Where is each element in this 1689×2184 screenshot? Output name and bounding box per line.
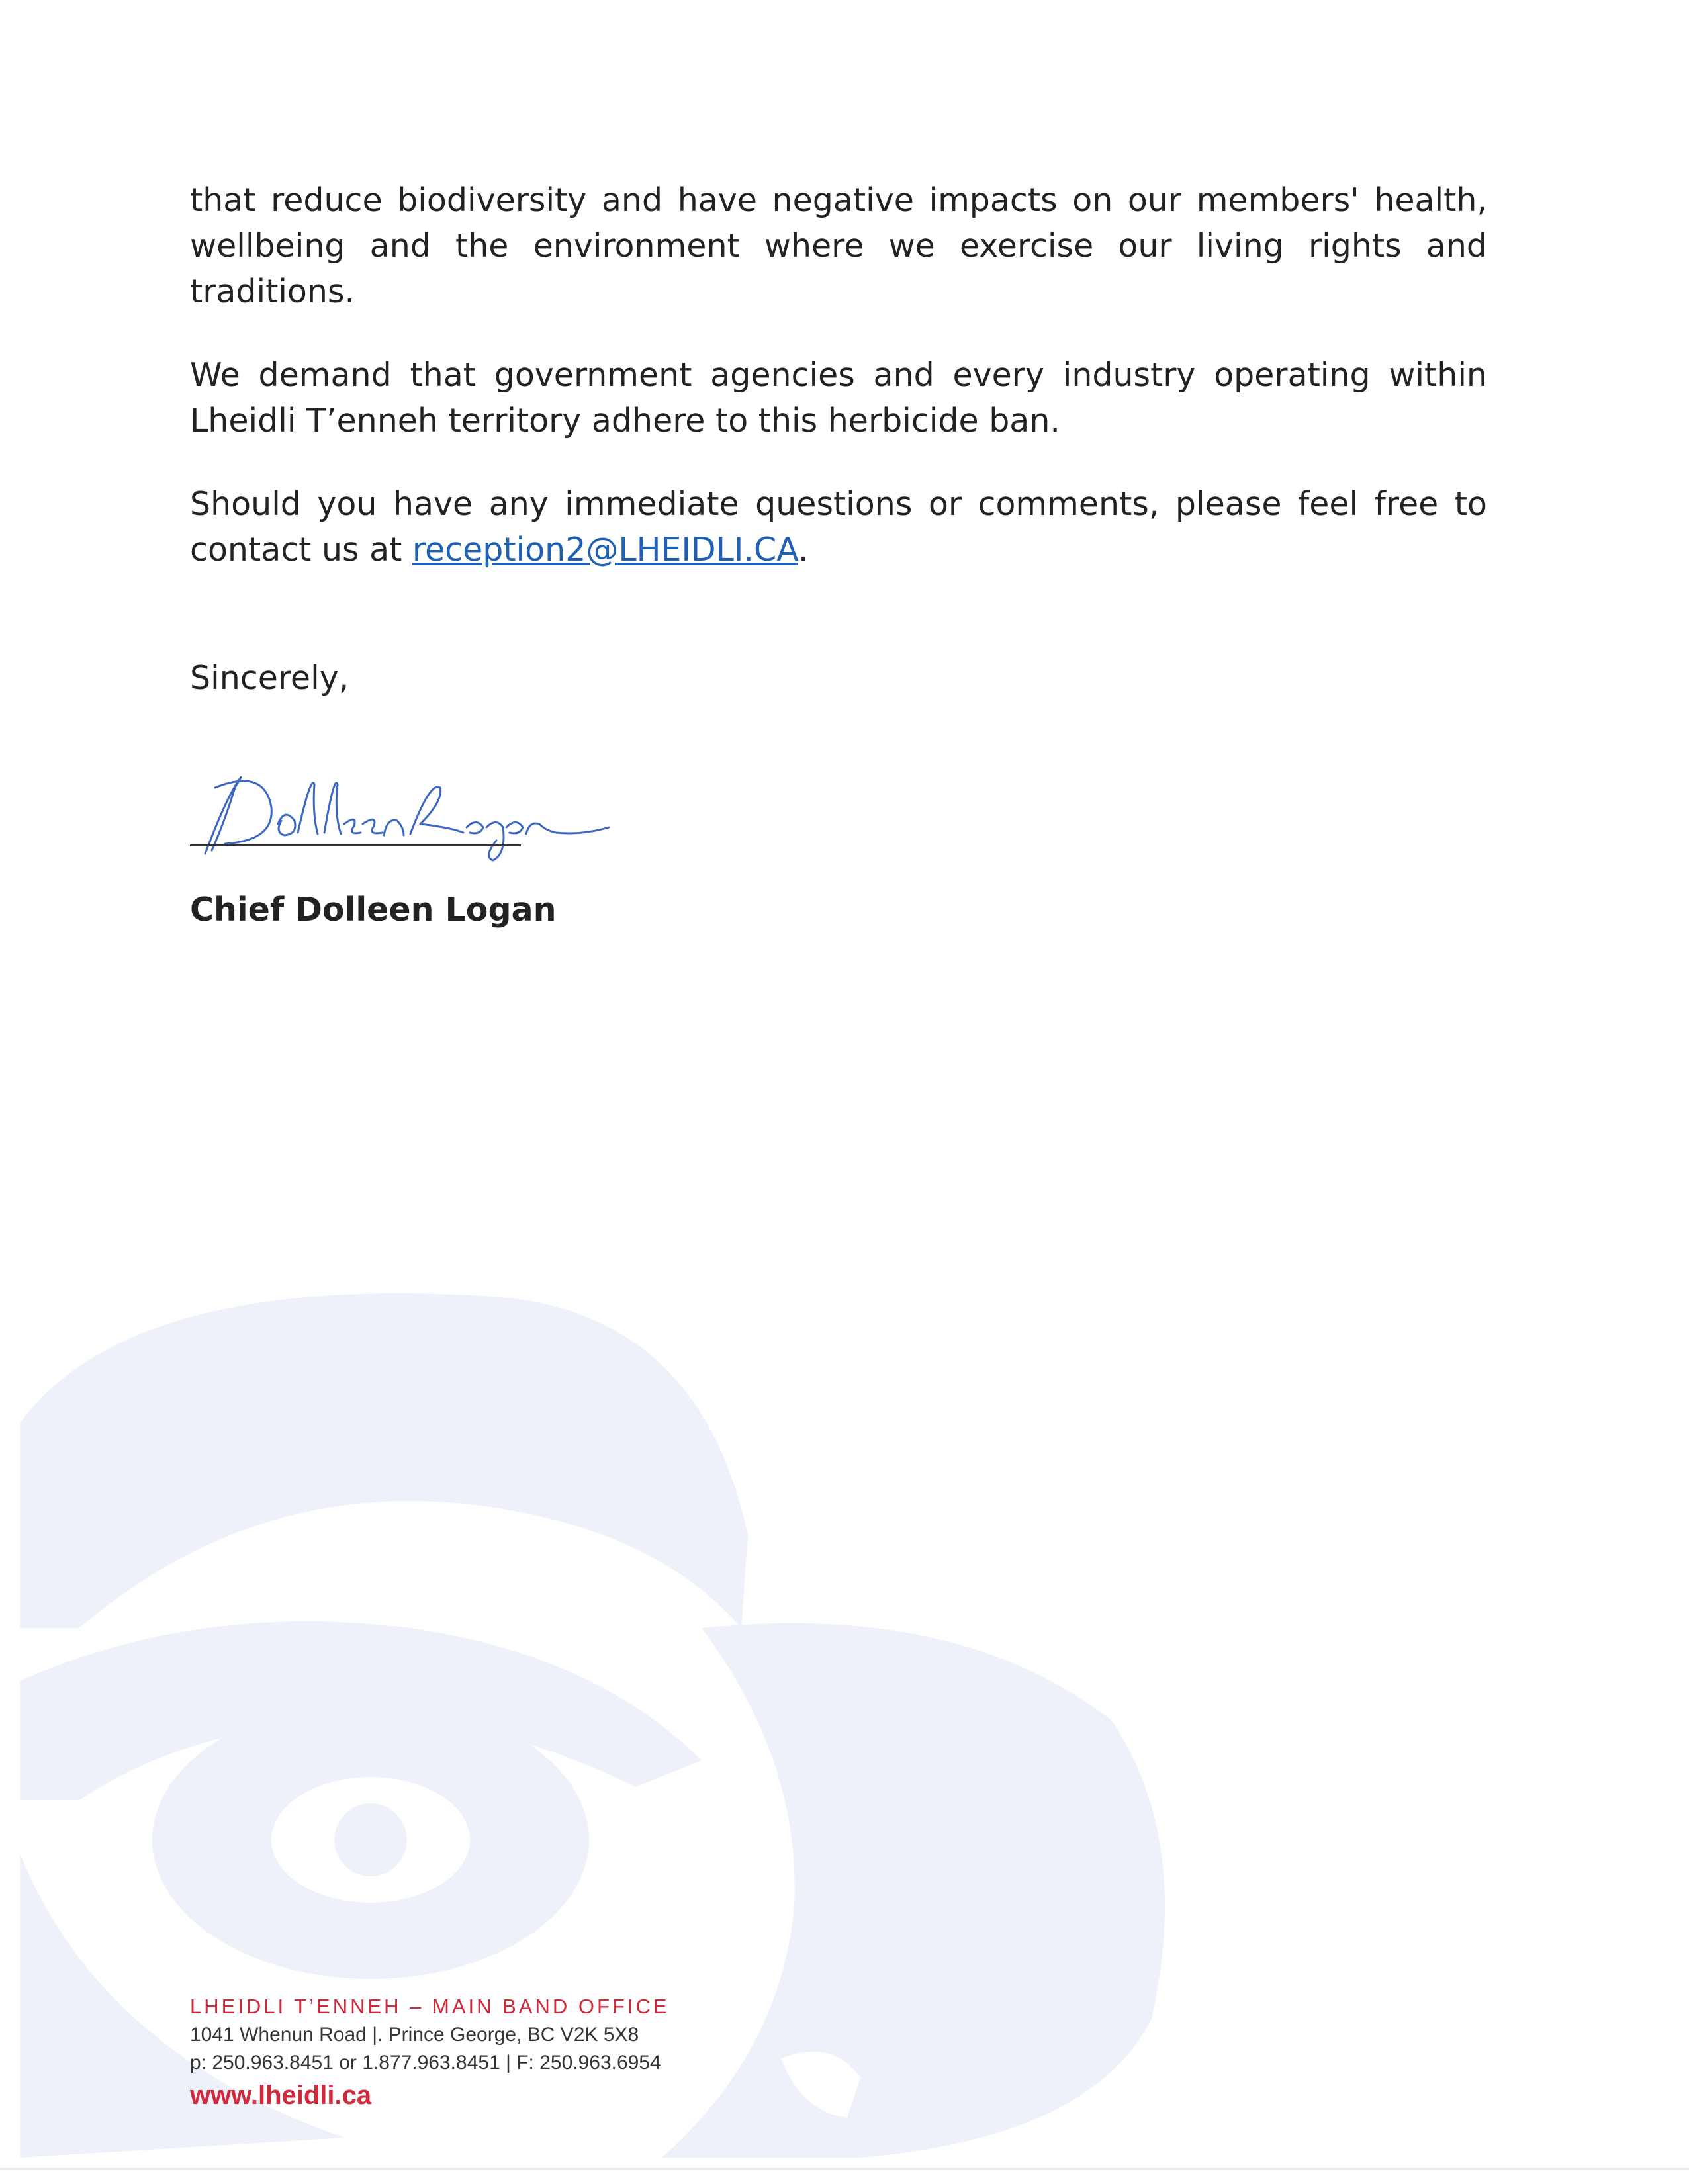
contact-text: Should you have any immediate questions or comments, please feel free to contact us at (190, 485, 1487, 569)
letter-body (190, 177, 1487, 610)
contact-email-link[interactable]: reception2@LHEIDLI.CA (412, 531, 798, 569)
footer-phones: p: 250.963.8451 or 1.877.963.8451 | F: 250.963.6954 (190, 2052, 661, 2073)
footer-address: 1041 Whenun Road |. Prince George, BC V2K 5X8 (190, 2024, 639, 2046)
signature-line (190, 844, 521, 846)
contact-period: . (798, 531, 809, 569)
footer-website-link[interactable]: www.lheidli.ca (190, 2081, 372, 2110)
paragraph-herbicide-impacts: that reduce biodiversity and have negative impacts on our members' health, wellbeing and the environment where we exercise our living rights and traditions. (190, 181, 1487, 310)
scan-edge-divider (0, 2168, 1689, 2170)
signer-name: Chief Dolleen Logan (190, 891, 557, 929)
paragraph-contact (190, 481, 1487, 572)
paragraph-demand: We demand that government agencies and every industry operating within Lheidli T’enneh territory adhere to this herbicide ban. (190, 356, 1487, 439)
handwritten-signature (185, 761, 649, 874)
footer-office-title: LHEIDLI T’ENNEH – MAIN BAND OFFICE (190, 1995, 670, 2018)
letterhead-footer (190, 1992, 670, 2114)
closing: Sincerely, (190, 659, 349, 697)
